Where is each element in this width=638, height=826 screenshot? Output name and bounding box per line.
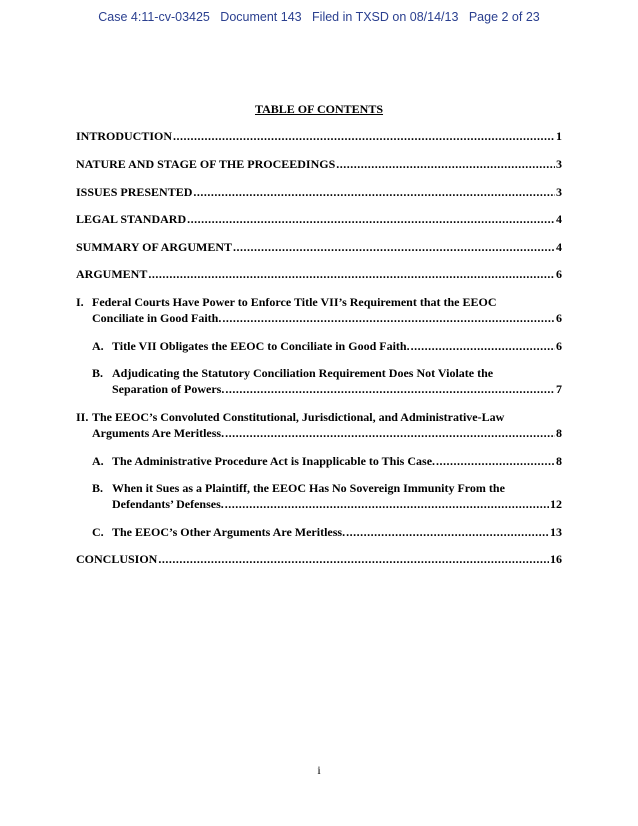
toc-entry-label: CONCLUSION [76, 552, 158, 566]
toc-entry-label: INTRODUCTION [76, 129, 173, 143]
toc-entry-page: 8 [556, 454, 562, 468]
toc-entry-label: The EEOC’s Convoluted Constitutional, Jurisdictional, and Administrative-Law [92, 410, 505, 424]
leader-dots [225, 425, 555, 441]
leader-dots [173, 128, 555, 144]
toc-entry-summary [76, 239, 562, 255]
toc-entry-label-continued: Separation of Powers. [112, 382, 225, 396]
section-letter: A. [92, 454, 104, 468]
section-letter: B. [92, 481, 104, 495]
section-number: I. [76, 295, 84, 309]
toc-entry-page: 8 [556, 426, 562, 440]
leader-dots [336, 156, 555, 172]
leader-dots [225, 381, 555, 397]
toc-entry-conclusion [76, 551, 562, 567]
toc-entry-section-1b [76, 365, 562, 397]
toc-entry-label-continued: Conciliate in Good Faith. [92, 311, 222, 325]
leader-dots [411, 338, 555, 354]
toc-entry-label-continued: Defendants’ Defenses. [112, 497, 224, 511]
toc-entry-page: 6 [556, 267, 562, 281]
toc-entry-label: ISSUES PRESENTED [76, 185, 193, 199]
toc-entry-label: ARGUMENT [76, 267, 148, 281]
page-number: i [317, 763, 321, 777]
toc-entry-label-continued: Arguments Are Meritless. [92, 426, 225, 440]
section-letter: B. [92, 366, 104, 380]
toc-entry-section-2 [76, 409, 562, 441]
toc-entry-page: 3 [556, 157, 562, 171]
toc-entry-label: The EEOC’s Other Arguments Are Meritless. [112, 525, 346, 539]
toc-entry-label: The Administrative Procedure Act is Inapplicable to This Case. [112, 454, 436, 468]
section-letter: A. [92, 339, 104, 353]
leader-dots [222, 310, 555, 326]
filing-header [0, 10, 638, 24]
leader-dots [148, 266, 555, 282]
filed-info: Filed in TXSD on 08/14/13 [312, 10, 459, 24]
toc-entry-section-1a [76, 338, 562, 354]
toc-entry-page: 6 [556, 339, 562, 353]
leader-dots [193, 184, 555, 200]
leader-dots [158, 551, 549, 567]
toc-entry-page: 1 [556, 129, 562, 143]
toc-entry-label: NATURE AND STAGE OF THE PROCEEDINGS [76, 157, 336, 171]
toc-entry-page: 7 [556, 382, 562, 396]
toc-entry-page: 4 [556, 212, 562, 226]
toc-entry-page: 6 [556, 311, 562, 325]
toc-entry-introduction [76, 128, 562, 144]
toc-entry-page: 3 [556, 185, 562, 199]
section-number: II. [76, 410, 89, 424]
toc-entry-label: SUMMARY OF ARGUMENT [76, 240, 233, 254]
toc-entry-issues [76, 184, 562, 200]
toc-entry-label: Adjudicating the Statutory Conciliation Requirement Does Not Violate the [112, 366, 494, 380]
case-number: Case 4:11-cv-03425 [98, 10, 210, 24]
toc-entry-section-2b [76, 480, 562, 512]
leader-dots [436, 453, 555, 469]
toc-entry-section-1 [76, 294, 562, 326]
toc-entry-argument [76, 266, 562, 282]
leader-dots [187, 211, 555, 227]
toc-entry-page: 12 [550, 497, 562, 511]
toc-entry-section-2c [76, 524, 562, 540]
toc-entry-section-2a [76, 453, 562, 469]
toc-entry-nature [76, 156, 562, 172]
section-letter: C. [92, 525, 104, 539]
leader-dots [233, 239, 555, 255]
document-number: Document 143 [220, 10, 302, 24]
toc-title: TABLE OF CONTENTS [254, 102, 384, 116]
toc-entry-label: When it Sues as a Plaintiff, the EEOC Has No Sovereign Immunity From the [112, 481, 505, 495]
leader-dots [346, 524, 549, 540]
toc-entry-page: 13 [550, 525, 562, 539]
toc-entry-page: 4 [556, 240, 562, 254]
page-info: Page 2 of 23 [468, 10, 540, 24]
toc-entry-label: Federal Courts Have Power to Enforce Title VII’s Requirement that the EEOC [92, 295, 497, 309]
leader-dots [225, 496, 549, 512]
toc-entry-label: Title VII Obligates the EEOC to Conciliate in Good Faith. [112, 339, 410, 353]
toc-entry-legal-standard [76, 211, 562, 227]
toc-entry-label: LEGAL STANDARD [76, 212, 187, 226]
toc-entry-page: 16 [550, 552, 562, 566]
